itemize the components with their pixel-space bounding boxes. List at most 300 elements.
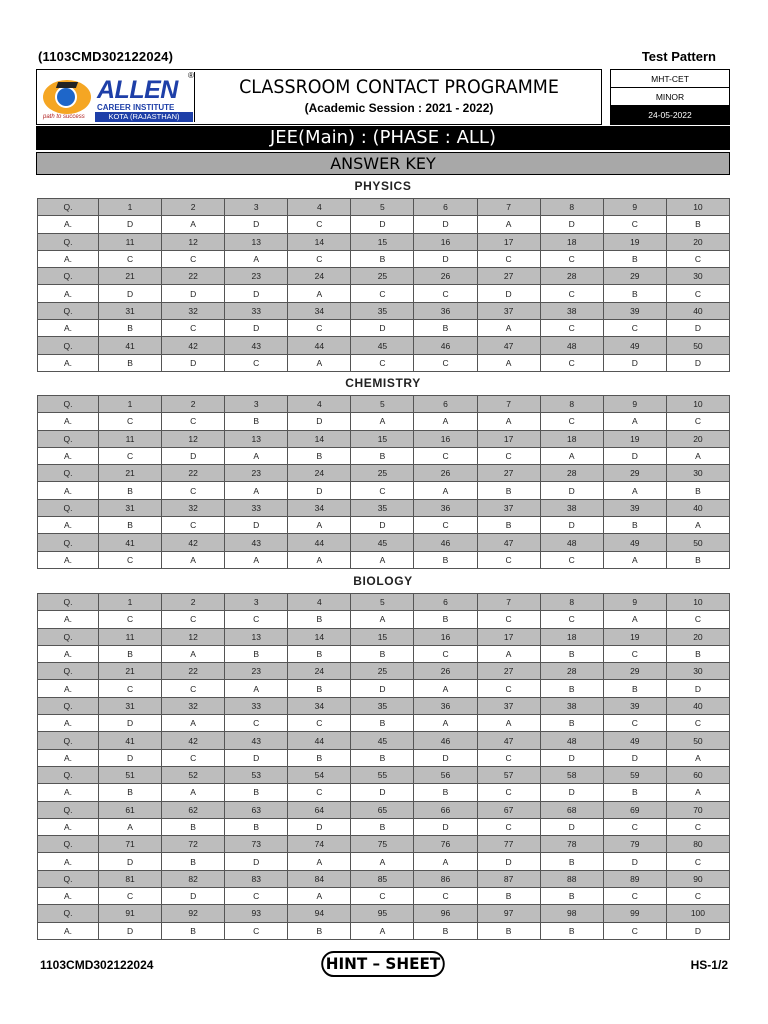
question-number-cell: 49 xyxy=(603,337,666,354)
answer-cell: B xyxy=(540,853,603,870)
answer-cell: C xyxy=(414,447,477,464)
answer-cell: C xyxy=(477,818,540,835)
answer-cell: C xyxy=(666,853,729,870)
question-number-cell: 7 xyxy=(477,594,540,611)
question-label: Q. xyxy=(38,870,99,887)
exam-date: 24-05-2022 xyxy=(611,106,729,124)
question-number-cell: 16 xyxy=(414,628,477,645)
answer-label: A. xyxy=(38,320,99,337)
answer-cell: A xyxy=(225,447,288,464)
answer-cell: C xyxy=(477,611,540,628)
question-number-cell: 11 xyxy=(99,233,162,250)
answer-cell: B xyxy=(414,611,477,628)
answer-cell: C xyxy=(414,517,477,534)
question-row xyxy=(38,836,730,853)
answer-cell: C xyxy=(414,285,477,302)
answer-cell: B xyxy=(351,645,414,662)
answer-row xyxy=(38,447,730,464)
question-number-cell: 5 xyxy=(351,199,414,216)
question-number-cell: 8 xyxy=(540,594,603,611)
answer-cell: A xyxy=(603,482,666,499)
answer-cell: C xyxy=(603,320,666,337)
question-number-cell: 74 xyxy=(288,836,351,853)
question-number-cell: 82 xyxy=(162,870,225,887)
answer-cell: B xyxy=(99,517,162,534)
question-number-cell: 26 xyxy=(414,268,477,285)
question-label: Q. xyxy=(38,628,99,645)
question-number-cell: 38 xyxy=(540,697,603,714)
answer-cell: A xyxy=(288,354,351,371)
question-number-cell: 37 xyxy=(477,302,540,319)
question-row xyxy=(38,628,730,645)
question-label: Q. xyxy=(38,465,99,482)
answer-cell: C xyxy=(540,250,603,267)
question-number-cell: 23 xyxy=(225,663,288,680)
section-title-biology: BIOLOGY xyxy=(353,574,413,588)
question-number-cell: 20 xyxy=(666,233,729,250)
answer-cell: C xyxy=(288,715,351,732)
question-number-cell: 25 xyxy=(351,268,414,285)
answer-cell: C xyxy=(288,250,351,267)
answer-cell: C xyxy=(288,216,351,233)
question-row xyxy=(38,396,730,413)
question-number-cell: 78 xyxy=(540,836,603,853)
answer-row xyxy=(38,784,730,801)
question-number-cell: 17 xyxy=(477,233,540,250)
answer-cell: D xyxy=(288,818,351,835)
question-number-cell: 42 xyxy=(162,337,225,354)
answer-cell: C xyxy=(477,680,540,697)
question-number-cell: 35 xyxy=(351,499,414,516)
answer-cell: B xyxy=(351,447,414,464)
question-row xyxy=(38,663,730,680)
question-number-cell: 9 xyxy=(603,396,666,413)
answer-cell: D xyxy=(603,354,666,371)
answer-cell: C xyxy=(162,680,225,697)
question-number-cell: 35 xyxy=(351,302,414,319)
question-number-cell: 42 xyxy=(162,732,225,749)
question-number-cell: 8 xyxy=(540,199,603,216)
question-number-cell: 48 xyxy=(540,534,603,551)
question-number-cell: 31 xyxy=(99,499,162,516)
paper-code: (1103CMD302122024) xyxy=(38,49,174,64)
answer-cell: D xyxy=(99,922,162,939)
answer-cell: C xyxy=(666,888,729,905)
question-number-cell: 10 xyxy=(666,396,729,413)
question-number-cell: 86 xyxy=(414,870,477,887)
answer-cell: A xyxy=(162,784,225,801)
logo-subtitle: CAREER INSTITUTE xyxy=(97,103,175,112)
question-number-cell: 7 xyxy=(477,396,540,413)
answer-cell: A xyxy=(477,354,540,371)
question-label: Q. xyxy=(38,836,99,853)
question-number-cell: 56 xyxy=(414,766,477,783)
answer-cell: A xyxy=(477,413,540,430)
question-number-cell: 23 xyxy=(225,465,288,482)
question-number-cell: 7 xyxy=(477,199,540,216)
question-number-cell: 41 xyxy=(99,337,162,354)
question-number-cell: 36 xyxy=(414,697,477,714)
answer-label: A. xyxy=(38,784,99,801)
question-number-cell: 45 xyxy=(351,337,414,354)
question-number-cell: 48 xyxy=(540,337,603,354)
answer-cell: A xyxy=(288,551,351,568)
question-number-cell: 10 xyxy=(666,594,729,611)
answer-row xyxy=(38,611,730,628)
question-number-cell: 14 xyxy=(288,430,351,447)
answer-cell: C xyxy=(540,320,603,337)
answer-cell: D xyxy=(540,517,603,534)
answer-cell: A xyxy=(414,413,477,430)
question-number-cell: 17 xyxy=(477,628,540,645)
answer-cell: D xyxy=(351,680,414,697)
question-number-cell: 40 xyxy=(666,302,729,319)
answer-cell: C xyxy=(288,320,351,337)
question-number-cell: 27 xyxy=(477,663,540,680)
question-number-cell: 72 xyxy=(162,836,225,853)
answer-cell: C xyxy=(99,611,162,628)
answer-cell: D xyxy=(225,216,288,233)
answer-cell: A xyxy=(225,250,288,267)
question-number-cell: 93 xyxy=(225,905,288,922)
answer-cell: C xyxy=(99,447,162,464)
question-label: Q. xyxy=(38,766,99,783)
question-number-cell: 94 xyxy=(288,905,351,922)
question-number-cell: 25 xyxy=(351,465,414,482)
answer-cell: D xyxy=(666,680,729,697)
header-box xyxy=(36,69,602,125)
question-number-cell: 42 xyxy=(162,534,225,551)
answer-cell: C xyxy=(225,715,288,732)
answer-cell: A xyxy=(225,551,288,568)
answer-cell: A xyxy=(288,517,351,534)
question-number-cell: 33 xyxy=(225,499,288,516)
question-number-cell: 46 xyxy=(414,732,477,749)
answer-cell: C xyxy=(351,285,414,302)
answer-cell: D xyxy=(99,715,162,732)
answer-cell: B xyxy=(666,216,729,233)
question-number-cell: 1 xyxy=(99,396,162,413)
question-number-cell: 15 xyxy=(351,430,414,447)
answer-cell: C xyxy=(351,888,414,905)
question-number-cell: 19 xyxy=(603,233,666,250)
question-number-cell: 38 xyxy=(540,302,603,319)
question-number-cell: 9 xyxy=(603,594,666,611)
question-number-cell: 73 xyxy=(225,836,288,853)
answer-cell: A xyxy=(540,447,603,464)
question-number-cell: 12 xyxy=(162,233,225,250)
question-number-cell: 46 xyxy=(414,337,477,354)
question-number-cell: 30 xyxy=(666,663,729,680)
question-label: Q. xyxy=(38,233,99,250)
question-number-cell: 22 xyxy=(162,663,225,680)
question-number-cell: 41 xyxy=(99,732,162,749)
question-label: Q. xyxy=(38,534,99,551)
answer-cell: A xyxy=(603,551,666,568)
answer-cell: B xyxy=(288,447,351,464)
question-number-cell: 30 xyxy=(666,268,729,285)
answer-cell: B xyxy=(666,551,729,568)
question-number-cell: 41 xyxy=(99,534,162,551)
question-label: Q. xyxy=(38,396,99,413)
answer-cell: D xyxy=(162,888,225,905)
answer-cell: B xyxy=(603,680,666,697)
question-number-cell: 39 xyxy=(603,302,666,319)
answer-cell: C xyxy=(477,749,540,766)
question-number-cell: 71 xyxy=(99,836,162,853)
question-number-cell: 22 xyxy=(162,465,225,482)
answer-cell: C xyxy=(225,922,288,939)
answer-label: A. xyxy=(38,818,99,835)
question-number-cell: 10 xyxy=(666,199,729,216)
answer-cell: C xyxy=(540,611,603,628)
question-label: Q. xyxy=(38,905,99,922)
question-number-cell: 69 xyxy=(603,801,666,818)
answer-cell: C xyxy=(162,482,225,499)
answer-cell: C xyxy=(414,888,477,905)
question-row xyxy=(38,870,730,887)
question-number-cell: 13 xyxy=(225,430,288,447)
question-number-cell: 34 xyxy=(288,499,351,516)
question-number-cell: 13 xyxy=(225,628,288,645)
question-row xyxy=(38,268,730,285)
answer-cell: D xyxy=(288,413,351,430)
question-label: Q. xyxy=(38,499,99,516)
question-number-cell: 30 xyxy=(666,465,729,482)
answer-cell: A xyxy=(288,853,351,870)
answer-cell: B xyxy=(477,482,540,499)
answer-cell: C xyxy=(162,749,225,766)
answer-label: A. xyxy=(38,250,99,267)
question-row xyxy=(38,465,730,482)
question-number-cell: 28 xyxy=(540,268,603,285)
answer-cell: C xyxy=(351,482,414,499)
question-number-cell: 36 xyxy=(414,499,477,516)
question-number-cell: 51 xyxy=(99,766,162,783)
answer-row xyxy=(38,888,730,905)
question-number-cell: 96 xyxy=(414,905,477,922)
answer-cell: C xyxy=(666,715,729,732)
question-number-cell: 19 xyxy=(603,430,666,447)
question-number-cell: 40 xyxy=(666,697,729,714)
answer-cell: B xyxy=(603,285,666,302)
question-label: Q. xyxy=(38,199,99,216)
answer-cell: B xyxy=(540,922,603,939)
question-label: Q. xyxy=(38,697,99,714)
answer-cell: A xyxy=(351,853,414,870)
question-number-cell: 84 xyxy=(288,870,351,887)
question-number-cell: 55 xyxy=(351,766,414,783)
answer-row xyxy=(38,853,730,870)
answer-cell: C xyxy=(351,354,414,371)
question-number-cell: 66 xyxy=(414,801,477,818)
question-row xyxy=(38,594,730,611)
answer-cell: A xyxy=(162,645,225,662)
answer-cell: A xyxy=(414,482,477,499)
answer-cell: C xyxy=(666,611,729,628)
answer-label: A. xyxy=(38,551,99,568)
answer-cell: B xyxy=(351,818,414,835)
question-number-cell: 65 xyxy=(351,801,414,818)
answer-label: A. xyxy=(38,482,99,499)
answer-label: A. xyxy=(38,354,99,371)
question-number-cell: 70 xyxy=(666,801,729,818)
question-number-cell: 25 xyxy=(351,663,414,680)
question-number-cell: 3 xyxy=(225,396,288,413)
answer-row xyxy=(38,354,730,371)
question-number-cell: 76 xyxy=(414,836,477,853)
answer-label: A. xyxy=(38,715,99,732)
exam-name: MHT-CET xyxy=(611,70,729,88)
question-number-cell: 100 xyxy=(666,905,729,922)
page-number: HS-1/2 xyxy=(690,958,728,972)
hint-sheet-label: HINT – SHEET xyxy=(321,951,445,977)
answer-cell: D xyxy=(351,517,414,534)
answer-cell: C xyxy=(603,645,666,662)
answer-table-biology xyxy=(37,593,730,940)
question-number-cell: 21 xyxy=(99,663,162,680)
answer-cell: B xyxy=(603,517,666,534)
answer-cell: C xyxy=(99,250,162,267)
question-number-cell: 23 xyxy=(225,268,288,285)
answer-cell: C xyxy=(162,250,225,267)
question-number-cell: 52 xyxy=(162,766,225,783)
question-number-cell: 48 xyxy=(540,732,603,749)
logo-tagline: path to success xyxy=(43,114,85,120)
question-number-cell: 21 xyxy=(99,465,162,482)
question-number-cell: 1 xyxy=(99,594,162,611)
answer-cell: B xyxy=(477,517,540,534)
answer-cell: B xyxy=(414,784,477,801)
question-number-cell: 44 xyxy=(288,337,351,354)
answer-cell: D xyxy=(414,818,477,835)
answer-cell: C xyxy=(603,888,666,905)
question-number-cell: 49 xyxy=(603,534,666,551)
answer-cell: D xyxy=(477,285,540,302)
answer-label: A. xyxy=(38,922,99,939)
answer-cell: B xyxy=(288,680,351,697)
answer-cell: C xyxy=(666,818,729,835)
answer-cell: B xyxy=(351,749,414,766)
question-number-cell: 14 xyxy=(288,233,351,250)
question-label: Q. xyxy=(38,302,99,319)
answer-cell: C xyxy=(99,888,162,905)
answer-row xyxy=(38,482,730,499)
answer-cell: D xyxy=(666,922,729,939)
question-number-cell: 45 xyxy=(351,732,414,749)
question-number-cell: 32 xyxy=(162,697,225,714)
answer-cell: A xyxy=(603,611,666,628)
answer-cell: C xyxy=(414,645,477,662)
question-number-cell: 32 xyxy=(162,499,225,516)
question-number-cell: 92 xyxy=(162,905,225,922)
question-row xyxy=(38,697,730,714)
answer-label: A. xyxy=(38,517,99,534)
question-number-cell: 4 xyxy=(288,594,351,611)
answer-cell: C xyxy=(225,888,288,905)
question-number-cell: 39 xyxy=(603,697,666,714)
answer-cell: B xyxy=(288,645,351,662)
question-number-cell: 28 xyxy=(540,663,603,680)
question-number-cell: 13 xyxy=(225,233,288,250)
question-number-cell: 40 xyxy=(666,499,729,516)
registered-mark: ® xyxy=(188,71,194,80)
question-number-cell: 12 xyxy=(162,430,225,447)
question-number-cell: 77 xyxy=(477,836,540,853)
question-number-cell: 3 xyxy=(225,594,288,611)
answer-label: A. xyxy=(38,853,99,870)
jee-phase-banner: JEE(Main) : (PHASE : ALL) xyxy=(36,126,730,150)
answer-row xyxy=(38,320,730,337)
question-number-cell: 87 xyxy=(477,870,540,887)
question-number-cell: 5 xyxy=(351,594,414,611)
exam-type: MINOR xyxy=(611,88,729,106)
answer-cell: A xyxy=(351,611,414,628)
answer-cell: A xyxy=(351,551,414,568)
answer-cell: C xyxy=(99,413,162,430)
answer-cell: B xyxy=(225,645,288,662)
answer-cell: B xyxy=(99,645,162,662)
answer-cell: B xyxy=(540,888,603,905)
answer-cell: B xyxy=(288,611,351,628)
answer-cell: D xyxy=(225,853,288,870)
answer-cell: A xyxy=(288,285,351,302)
question-number-cell: 44 xyxy=(288,534,351,551)
allen-logo xyxy=(39,72,195,122)
question-number-cell: 4 xyxy=(288,396,351,413)
question-number-cell: 18 xyxy=(540,233,603,250)
question-number-cell: 80 xyxy=(666,836,729,853)
question-number-cell: 43 xyxy=(225,732,288,749)
answer-label: A. xyxy=(38,680,99,697)
answer-cell: D xyxy=(99,285,162,302)
question-number-cell: 27 xyxy=(477,465,540,482)
question-number-cell: 57 xyxy=(477,766,540,783)
answer-cell: B xyxy=(99,482,162,499)
question-number-cell: 67 xyxy=(477,801,540,818)
answer-cell: D xyxy=(351,216,414,233)
question-number-cell: 15 xyxy=(351,628,414,645)
question-number-cell: 37 xyxy=(477,499,540,516)
answer-cell: D xyxy=(666,354,729,371)
question-label: Q. xyxy=(38,337,99,354)
question-number-cell: 22 xyxy=(162,268,225,285)
answer-cell: D xyxy=(288,482,351,499)
question-number-cell: 47 xyxy=(477,337,540,354)
answer-cell: C xyxy=(666,413,729,430)
answer-cell: D xyxy=(414,749,477,766)
answer-row xyxy=(38,551,730,568)
answer-cell: C xyxy=(99,680,162,697)
question-number-cell: 75 xyxy=(351,836,414,853)
question-number-cell: 79 xyxy=(603,836,666,853)
question-number-cell: 24 xyxy=(288,268,351,285)
answer-cell: D xyxy=(351,784,414,801)
question-number-cell: 99 xyxy=(603,905,666,922)
question-label: Q. xyxy=(38,801,99,818)
answer-cell: C xyxy=(666,250,729,267)
answer-cell: B xyxy=(162,922,225,939)
answer-cell: D xyxy=(414,250,477,267)
question-row xyxy=(38,199,730,216)
question-label: Q. xyxy=(38,663,99,680)
question-row xyxy=(38,302,730,319)
question-number-cell: 11 xyxy=(99,628,162,645)
answer-cell: C xyxy=(162,517,225,534)
question-row xyxy=(38,534,730,551)
globe-graduate-icon xyxy=(43,80,91,114)
question-number-cell: 95 xyxy=(351,905,414,922)
